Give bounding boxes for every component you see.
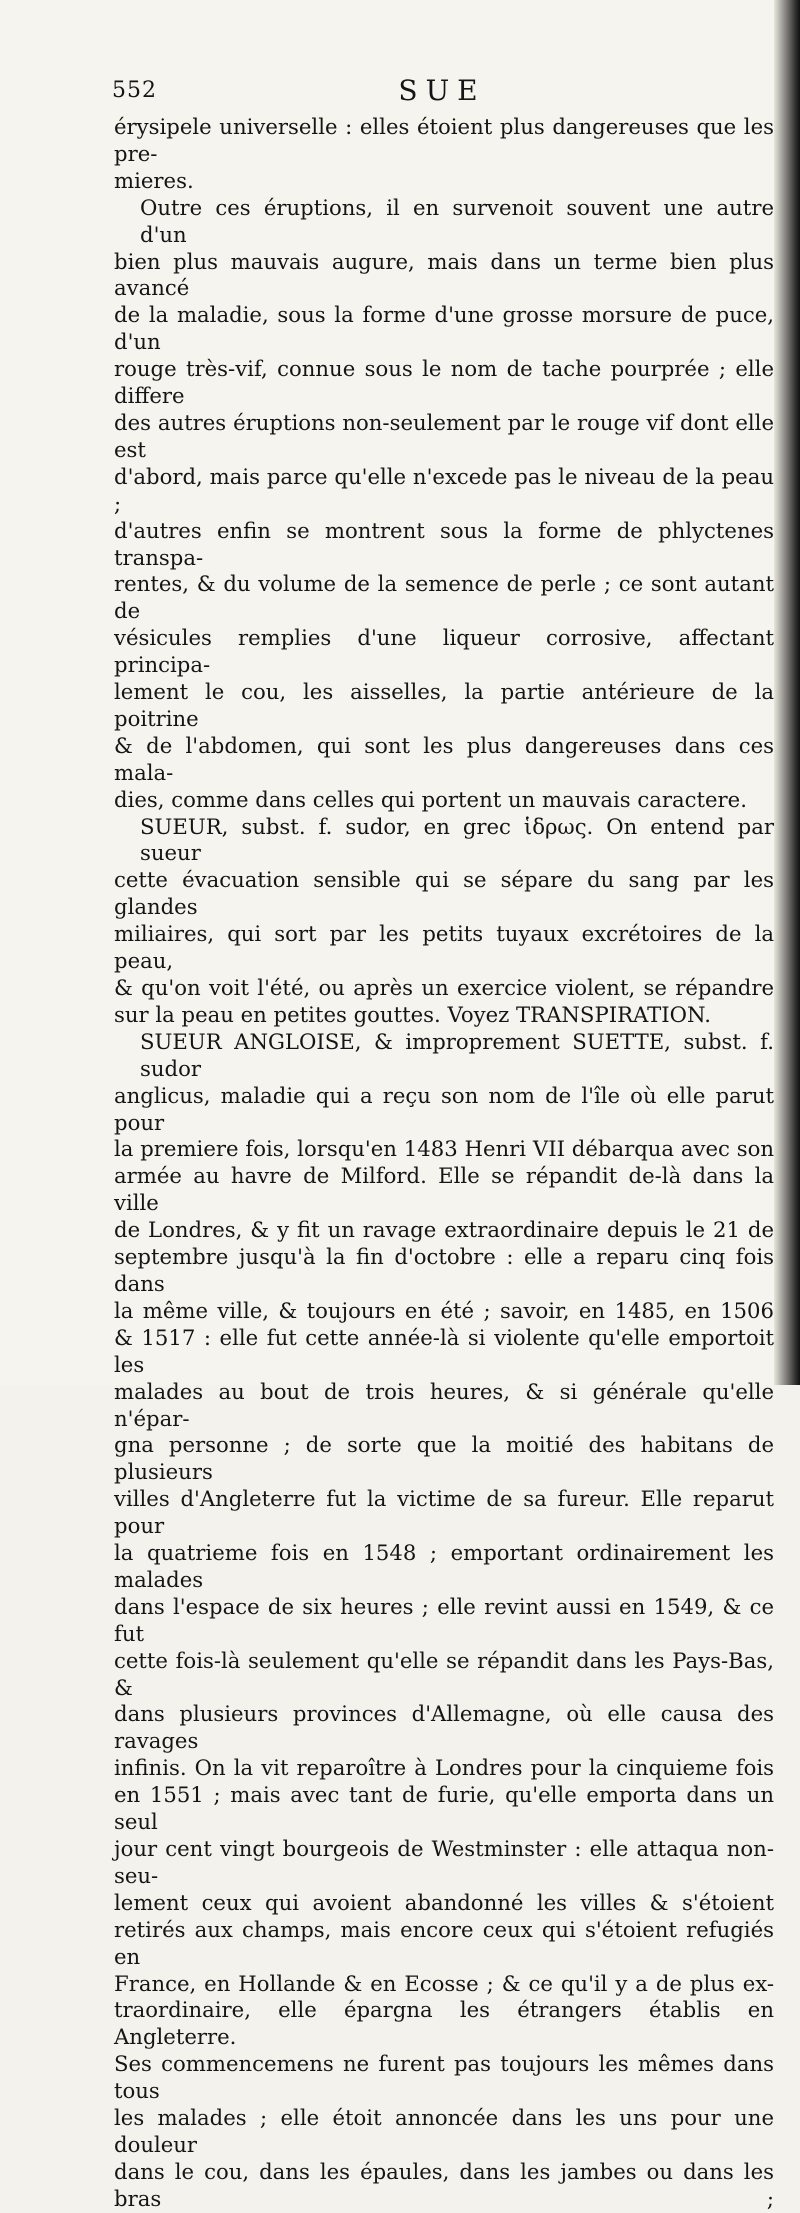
text-line: dans l'espace de six heures ; elle revint aussi en 1549, & ce fut bbox=[114, 1593, 774, 1646]
text-line: SUEUR, subst. f. sudor, en grec ἱδρως. On entend par sueur bbox=[140, 813, 774, 866]
text-line: Ses commencemens ne furent pas toujours les mêmes dans tous bbox=[114, 2051, 774, 2104]
text-line: mieres. bbox=[114, 167, 194, 193]
text-line: infinis. On la vit reparoître à Londres pour la cinquieme fois bbox=[114, 1755, 774, 1781]
text-line: & qu'on voit l'été, ou après un exercice violent, se répandre bbox=[114, 975, 774, 1000]
text-line: cette fois-là seulement qu'elle se répandit dans les Pays-Bas, & bbox=[114, 1647, 774, 1700]
text-line: France, en Hollande & en Ecosse ; & ce qu'il y a de plus ex- bbox=[114, 1970, 774, 1996]
text-line: de Londres, & y fit un ravage extraordinaire depuis le 21 de bbox=[114, 1217, 774, 1243]
text-line: d'autres enfin se montrent sous la forme de phlyctenes transpa- bbox=[114, 517, 774, 570]
text-line: lement le cou, les aisselles, la partie antérieure de la poitrine bbox=[114, 679, 774, 731]
text-line: en 1551 ; mais avec tant de furie, qu'elle emporta dans un seul bbox=[114, 1782, 774, 1835]
text-line: dans plusieurs provinces d'Allemagne, où elle causa des ravages bbox=[114, 1701, 774, 1754]
text-line: de la maladie, sous la forme d'une grosse morsure de puce, d'un bbox=[114, 302, 774, 355]
page-number: 552 bbox=[112, 78, 157, 103]
text-line: retirés aux champs, mais encore ceux qui s'étoient refugiés en bbox=[114, 1916, 774, 1969]
text-line: miliaires, qui sort par les petits tuyaux excrétoires de la peau, bbox=[114, 921, 774, 974]
page-header bbox=[112, 74, 772, 114]
text-line: la même ville, & toujours en été ; savoir, en 1485, en 1506 bbox=[114, 1297, 774, 1323]
text-line: la premiere fois, lorsqu'en 1483 Henri VII débarqua avec son bbox=[114, 1136, 774, 1162]
text-line: des autres éruptions non-seulement par le rouge vif dont elle est bbox=[114, 409, 774, 462]
text-line: rentes, & du volume de la semence de perle ; ce sont autant de bbox=[114, 571, 774, 624]
text-line: rouge très-vif, connue sous le nom de tache pourprée ; elle differe bbox=[114, 356, 774, 409]
text-line: septembre jusqu'à la fin d'octobre : elle a reparu cinq fois dans bbox=[114, 1244, 774, 1296]
text-line: bien plus mauvais augure, mais dans un terme bien plus avancé bbox=[114, 248, 774, 301]
text-line: les malades ; elle étoit annoncée dans les uns pour une douleur bbox=[114, 2105, 774, 2157]
text-line: dans le cou, dans les épaules, dans les jambes ou dans les bras ; bbox=[114, 2158, 774, 2211]
text-line: Outre ces éruptions, il en survenoit souvent une autre d'un bbox=[140, 194, 774, 247]
text-line: érysipele universelle : elles étoient plus dangereuses que les pre- bbox=[114, 114, 774, 166]
text-line: jour cent vingt bourgeois de Westminster : elle attaqua non-seu- bbox=[114, 1836, 774, 1888]
text-line: malades au bout de trois heures, & si générale qu'elle n'épar- bbox=[114, 1378, 774, 1431]
text-line: SUEUR ANGLOISE, & improprement SUETTE, subst. f. sudor bbox=[140, 1028, 774, 1081]
body-text bbox=[114, 114, 774, 2213]
text-line: villes d'Angleterre fut la victime de sa fureur. Elle reparut pour bbox=[114, 1486, 774, 1539]
running-title: SUE bbox=[398, 74, 486, 107]
text-line: gna personne ; de sorte que la moitié des habitans de plusieurs bbox=[114, 1432, 774, 1485]
text-line: dies, comme dans celles qui portent un mauvais caractere. bbox=[114, 786, 747, 812]
text-line: sur la peau en petites gouttes. Voyez TRANSPIRATION. bbox=[114, 1001, 711, 1027]
text-line: lement ceux qui avoient abandonné les villes & s'étoient bbox=[114, 1889, 774, 1915]
text-line: vésicules remplies d'une liqueur corrosive, affectant principa- bbox=[114, 625, 774, 678]
page-edge-shadow bbox=[774, 0, 800, 1385]
text-line: cette évacuation sensible qui se sépare du sang par les glandes bbox=[114, 867, 774, 920]
text-line: & de l'abdomen, qui sont les plus dangereuses dans ces mala- bbox=[114, 732, 774, 785]
text-line: d'abord, mais parce qu'elle n'excede pas le niveau de la peau ; bbox=[114, 463, 774, 516]
text-line: la quatrieme fois en 1548 ; emportant ordinairement les malades bbox=[114, 1540, 774, 1592]
text-line: armée au havre de Milford. Elle se répandit de-là dans la ville bbox=[114, 1163, 774, 1216]
text-line: traordinaire, elle épargna les étrangers établis en Angleterre. bbox=[114, 1997, 774, 2050]
text-line: & 1517 : elle fut cette année-là si violente qu'elle emportoit les bbox=[114, 1324, 774, 1377]
text-line: anglicus, maladie qui a reçu son nom de l'île où elle parut pour bbox=[114, 1082, 774, 1135]
